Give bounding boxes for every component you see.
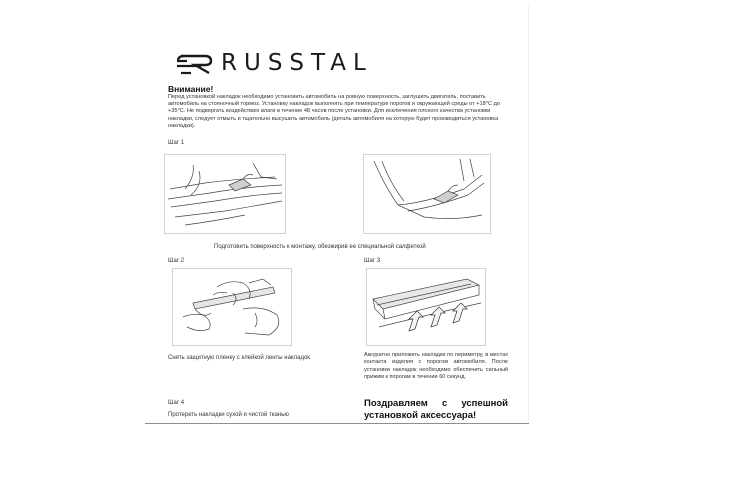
page-edge-shadow xyxy=(528,5,529,423)
step2-label: Шаг 2 xyxy=(168,258,185,264)
congratulations-text: Поздравляем с успешной установкой аксессуара! xyxy=(364,398,508,421)
step1-left-illustration xyxy=(164,154,286,234)
step4-caption: Протереть накладки сухой и чистой тканью xyxy=(168,412,289,418)
step1-label: Шаг 1 xyxy=(168,140,185,146)
step4-label: Шаг 4 xyxy=(168,400,185,406)
step3-caption: Аккуратно приложить накладки по периметру, в местах контакта изделия с порогом автомобиля. После установки накладок необходимо обеспечить сильный прижим к порогам в течении 60 секунд. xyxy=(364,352,508,381)
step2-illustration xyxy=(172,268,292,346)
step1-caption: Подготовить поверхность к монтажу, обезжирив ее специальной салфеткой xyxy=(214,244,426,250)
press-sill-arrows-illustration-icon xyxy=(367,269,485,345)
footer-divider xyxy=(145,423,529,424)
step3-label: Шаг 3 xyxy=(364,258,381,264)
peel-tape-hands-illustration-icon xyxy=(173,269,291,345)
warning-title: Внимание! xyxy=(168,84,214,94)
door-opening-wipe-illustration-icon xyxy=(364,155,490,233)
step1-right-illustration xyxy=(363,154,491,234)
brand-name: RUSSTAL xyxy=(221,50,373,76)
warning-text: Перед установкой накладок необходимо установить автомобиль на ровную поверхность, заглушить двигатель, поставить автомобиль на стояночный тормоз. Установку накладок выполнять при температуре порогов и окружающей среды от +18°С до +35°С. Не подвергать воздействию влаги в течение 48 часов после установки. Для исключения плохого качества установки накладки, следует отмыть и тщательно высушить автомобиль (деталь автомобиля на которую будет производиться установка накладки). xyxy=(168,94,500,129)
door-sill-wipe-illustration-icon xyxy=(165,155,285,233)
step2-caption: Снять защитную пленку с клейкой ленты накладок xyxy=(168,355,310,361)
step3-illustration xyxy=(366,268,486,346)
rs-logo-mark-icon xyxy=(175,53,215,75)
